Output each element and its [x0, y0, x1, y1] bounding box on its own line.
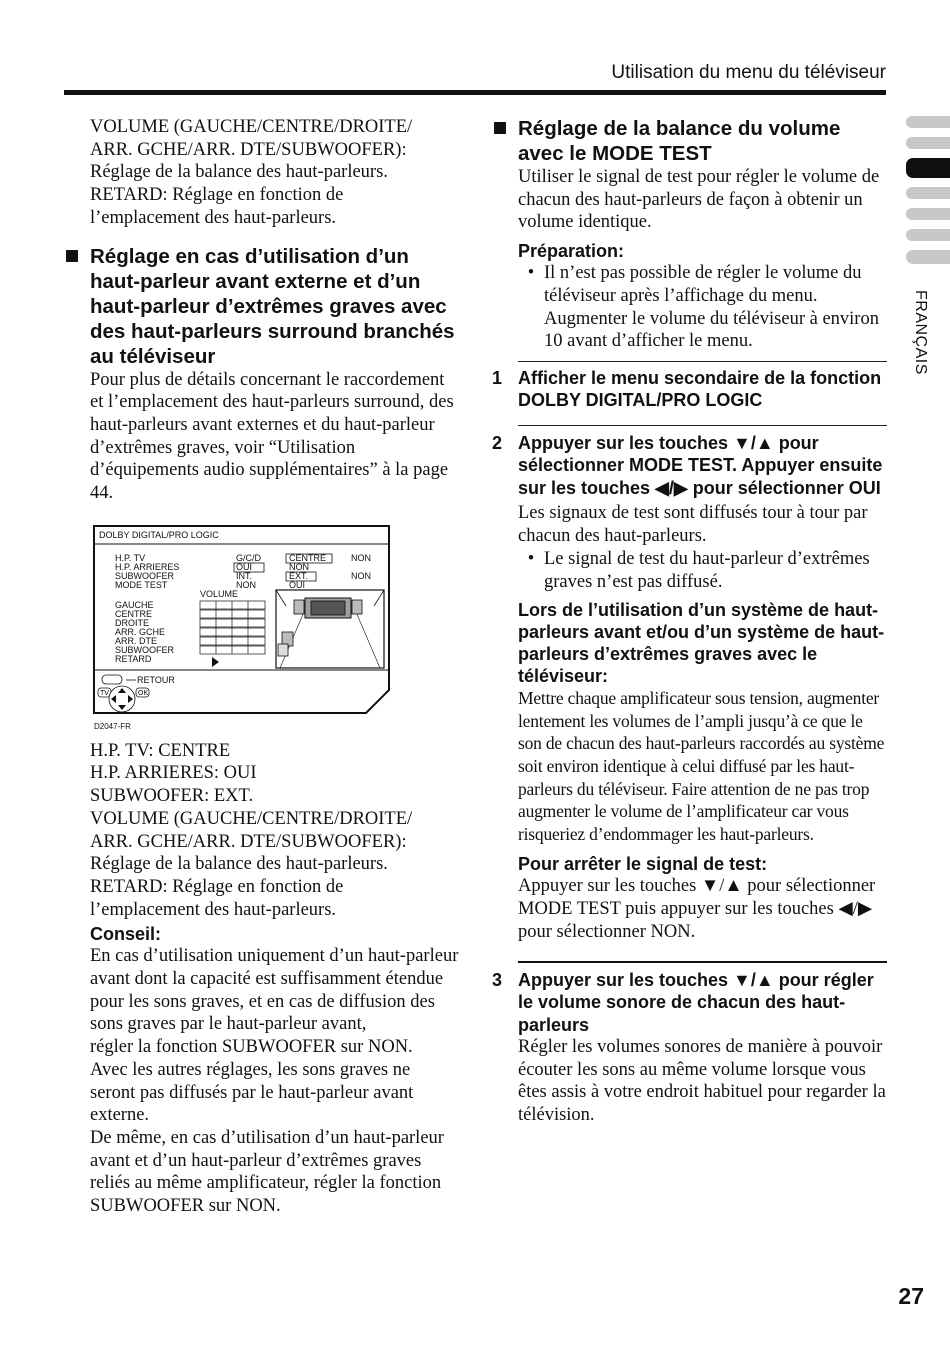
section-title: Réglage de la balance du volume avec le MODE TEST	[518, 117, 841, 165]
osd-value: INT.	[236, 570, 253, 581]
osd-tv-label: TV	[100, 689, 109, 697]
settings-summary	[64, 740, 460, 922]
osd-menu-figure	[90, 522, 390, 730]
osd-value: OUI	[289, 579, 306, 590]
step-number: 2	[492, 432, 503, 453]
step-3-body: Régler les volumes sonores de manière à pouvoir écouter les sons au même volume lorsque vous êtes assis à votre endroit habituel pour regarder la télévision.	[518, 1037, 886, 1126]
step-2-bullet-list	[492, 548, 887, 593]
step-number: 3	[492, 969, 503, 990]
osd-channel: ARR. GCHE	[115, 626, 166, 637]
osd-value: NON	[351, 552, 371, 563]
side-tab-1	[906, 116, 950, 128]
osd-title: DOLBY DIGITAL/PRO LOGIC	[99, 529, 219, 540]
intro-line: ARR. GCHE/ARR. DTE/SUBWOOFER):	[90, 139, 407, 160]
osd-channel: CENTRE	[115, 608, 153, 619]
square-bullet-icon	[66, 250, 78, 262]
osd-value: NON	[289, 561, 309, 572]
intro-line: RETARD: Réglage en fonction de	[90, 185, 344, 206]
settings-line: l’emplacement des haut-parleurs.	[90, 899, 337, 920]
osd-value: OUI	[236, 561, 253, 572]
intro-text	[64, 116, 460, 230]
osd-volume-label: VOLUME	[200, 588, 239, 599]
step-title: Appuyer sur les touches ▼/▲ pour régler le volume sonore de chacun des haut-parleurs	[518, 969, 874, 1035]
step-2-bullet	[518, 548, 887, 593]
settings-line: RETARD: Réglage en fonction de	[90, 876, 344, 897]
section-title: Réglage en cas d’utilisation d’un haut-parleur avant externe et d’un haut-parleur d’extrêmes graves avec des haut-parleurs surround branchés au téléviseur	[90, 244, 455, 368]
settings-line: H.P. ARRIERES: OUI	[90, 763, 257, 784]
osd-channel: ARR. DTE	[115, 635, 158, 646]
osd-label: SUBWOOFER	[115, 570, 175, 581]
step-2-body: Les signaux de test sont diffusés tour à tour par chacun des haut-parleurs.	[518, 503, 868, 547]
side-tab-6	[906, 250, 950, 264]
osd-value: EXT.	[289, 570, 309, 581]
settings-line: SUBWOOFER: EXT.	[90, 786, 254, 807]
divider	[518, 425, 887, 426]
osd-label: MODE TEST	[115, 579, 168, 590]
osd-ok-label: OK	[138, 689, 149, 697]
amplifier-body: Mettre chaque amplificateur sous tension, augmenter lentement les volumes de l’ampli jusqu’à ce que le son de chacun des haut-parleurs raccordés au système soit environ identique à celui diffusé par les haut-parleurs du téléviseur. Faire attention de ne pas trop augmenter le volume de l’amplificateur car vous risqueriez d’endommager les haut-parleurs.	[518, 688, 885, 844]
section-body: Pour plus de détails concernant le raccordement et l’emplacement des haut-parleurs surround, des haut-parleurs avant externes et du haut-parleur d’extrêmes graves, voir “Utilisation d’équipements audio supplémentaires” à la page 44.	[90, 369, 454, 504]
osd-return-control	[102, 675, 175, 685]
side-tab-3	[906, 187, 950, 199]
conseil-paragraph: Avec les autres réglages, les sons graves ne seront pas diffusés par le haut-parleur avant externe.	[90, 1059, 414, 1126]
page-number: 27	[898, 1283, 924, 1309]
osd-room-illustration-icon	[276, 590, 384, 668]
step-2-bullet-text: Le signal de test du haut-parleur d’extrêmes graves n’est pas diffusé.	[544, 548, 870, 592]
preparation-list	[492, 262, 887, 353]
stop-test-title: Pour arrêter le signal de test:	[518, 854, 768, 875]
preparation-title: Préparation:	[518, 241, 625, 262]
preparation-bullet	[518, 262, 887, 353]
osd-menu-svg	[90, 522, 390, 720]
divider	[518, 961, 887, 963]
osd-channel: SUBWOOFER	[115, 644, 175, 655]
side-tab-5	[906, 229, 950, 241]
square-bullet-icon	[494, 122, 506, 134]
settings-line: H.P. TV: CENTRE	[90, 740, 231, 761]
side-tab-2	[906, 137, 950, 149]
osd-value: NON	[236, 579, 256, 590]
settings-line: Réglage de la balance des haut-parleurs.	[90, 854, 388, 875]
right-column	[492, 116, 887, 1127]
page-header-title: Utilisation du menu du téléviseur	[611, 62, 886, 83]
osd-value: NON	[351, 570, 371, 581]
intro-line: l’emplacement des haut-parleurs.	[90, 207, 337, 228]
osd-value: G/C/D	[236, 552, 262, 563]
step-title: Afficher le menu secondaire de la fonction DOLBY DIGITAL/PRO LOGIC	[518, 367, 882, 411]
side-tab-active	[906, 158, 950, 178]
osd-channel: GAUCHE	[115, 599, 154, 610]
settings-line: ARR. GCHE/ARR. DTE/SUBWOOFER):	[90, 831, 407, 852]
left-column	[64, 116, 460, 1218]
side-tab-4	[906, 208, 950, 220]
preparation-bullet-text: Il n’est pas possible de régler le volume du téléviseur après l’affichage du menu. Augmenter le volume du téléviseur à environ 10 avant d’afficher le menu.	[544, 263, 879, 352]
step-number: 1	[492, 367, 503, 388]
amplifier-title: Lors de l’utilisation d’un système de haut-parleurs avant et/ou d’un système de haut-parleurs d’extrêmes graves avec le téléviseur:	[518, 600, 885, 687]
step-2	[492, 432, 887, 500]
osd-label: H.P. ARRIERES	[115, 561, 180, 572]
settings-line: VOLUME (GAUCHE/CENTRE/DROITE/	[90, 808, 413, 829]
conseil-body	[64, 945, 460, 1217]
intro-line: VOLUME (GAUCHE/CENTRE/DROITE/	[90, 117, 413, 137]
osd-return-label: RETOUR	[137, 674, 175, 685]
osd-label: H.P. TV	[115, 552, 146, 563]
step-1	[492, 367, 887, 412]
section-heading-test-mode	[492, 116, 887, 166]
conseil-title: Conseil:	[90, 924, 162, 945]
intro-line: Réglage de la balance des haut-parleurs.	[90, 162, 388, 183]
step-title: Appuyer sur les touches ▼/▲ pour sélectionner MODE TEST. Appuyer ensuite sur les touches ◀/▶ pour sélectionner OUI	[518, 432, 883, 498]
conseil-paragraph: En cas d’utilisation uniquement d’un haut-parleur avant dont la capacité est suffisamment étendue pour les sons graves, et en cas de diffusion des sons graves par le haut-parleur avant,	[90, 946, 459, 1035]
bullet-dot-icon: •	[527, 263, 535, 284]
language-label: FRANÇAIS	[912, 290, 929, 375]
bullet-dot-icon: •	[527, 548, 535, 569]
divider	[518, 361, 887, 362]
conseil-paragraph: régler la fonction SUBWOOFER sur NON.	[90, 1037, 413, 1058]
figure-code: D2047-FR	[94, 721, 131, 731]
step-3	[492, 969, 887, 1037]
section-heading-external-speakers	[64, 244, 460, 369]
osd-channel: DROITE	[115, 617, 150, 628]
header-rule	[64, 90, 886, 95]
osd-channel: RETARD	[115, 653, 152, 664]
stop-test-body: Appuyer sur les touches ▼/▲ pour sélectionner MODE TEST puis appuyer sur les touches ◀/▶ pour sélectionner NON.	[518, 876, 876, 942]
osd-value: CENTRE	[289, 552, 327, 563]
section-body: Utiliser le signal de test pour régler le volume de chacun des haut-parleurs de façon à obtenir un volume identique.	[518, 167, 880, 233]
conseil-paragraph: De même, en cas d’utilisation d’un haut-parleur avant et d’un haut-parleur d’extrêmes graves reliés au même amplificateur, régler la fonction SUBWOOFER sur NON.	[90, 1127, 444, 1217]
